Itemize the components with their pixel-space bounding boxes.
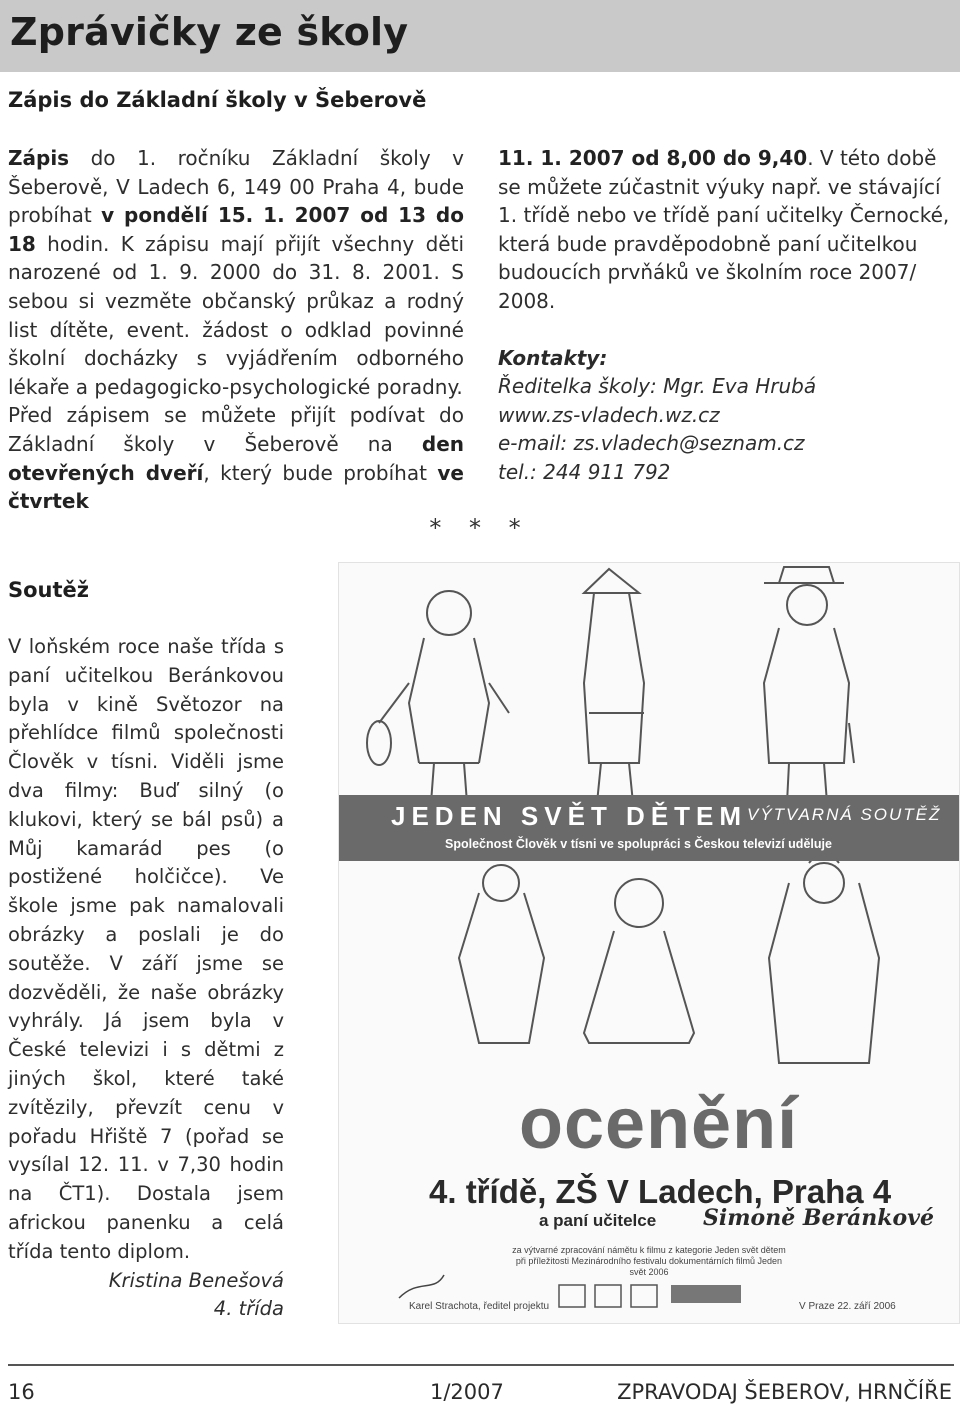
award-word: ocenění [519, 1084, 799, 1164]
award-fineprint-1: za výtvarné zpracování námětu k filmu z kategorie Jeden svět dětem [512, 1245, 786, 1255]
award-teacher-name: Simoně Beránkové [703, 1205, 934, 1231]
bold-run: den otevřených dveří [8, 431, 464, 485]
article-column-left [8, 144, 464, 516]
bold-run: v pondělí 15. 1. 2007 od 13 do 18 [8, 203, 464, 256]
author-name: Kristina Benešová [108, 1268, 284, 1292]
poster-banner [339, 795, 959, 861]
zapis-paragraph-2a [8, 401, 464, 515]
section-separator: * * * [429, 514, 531, 542]
contact-principal: Ředitelka školy: Mgr. Eva Hrubá [498, 374, 817, 399]
title-bar [0, 0, 960, 72]
award-date: V Praze 22. září 2006 [799, 1301, 896, 1312]
text-run: . V této době se můžete zúčastnit výuky např. ve stávající 1. třídě nebo ve třídě paní učitelky Černocké, která bude pravděpodobně paní učitelkou budoucích prvňáků ve školním roce 2007/ 2008. [498, 146, 950, 313]
issue-number: 1/2007 [430, 1380, 504, 1404]
contacts-heading: Kontakty: [498, 345, 608, 370]
soutez-body: V loňském roce naše třída s paní učitelkou Beránkovou byla v kině Světozor na přehlídce filmů společnosti Člověk v tísni. Viděli jsme dva filmy: Buď silný (o klukovi, který se bál psů) a Můj kamarád pes (o postižené holčičce). Ve škole jsme pak namalovali obrázky a poslali je do soutěže. V září jsme se dozvěděli, že naše obrázky vyhrály. Já jsem byla v České televizi i s dětmi z jiných škol, které také zvítězily, převzít cenu v pořadu Hřiště 7 (pořad se vysílal 12. 11. v 7,30 hodin na ČT1). Dostala jsem africkou panenku a celá třída tento diplom. [8, 635, 284, 1263]
text-run: do 1. ročníku Základní školy v Šeberově, V Ladech 6, 149 00 Praha 4, bude probíhat [8, 146, 464, 228]
award-diploma-image [338, 562, 960, 1324]
author-class: 4. třída [213, 1297, 284, 1321]
contact-phone: tel.: 244 911 792 [498, 459, 671, 484]
text-run: Před zápisem se můžete přijít podívat do Základní školy v Šeberově na [8, 403, 464, 456]
award-fineprint-2: při příležitosti Mezinárodního festivalu dokumentárních filmů Jeden svět 2006 [515, 1256, 783, 1277]
zapis-paragraph-1 [8, 144, 464, 401]
article-column-right [498, 144, 954, 487]
banner-title: JEDEN SVĚT DĚTEM [391, 801, 748, 831]
text-run: , který bude probíhat [203, 460, 438, 485]
text-run: hodin. K zápisu mají přijít všechny děti narozené od 1. 9. 2000 do 31. 8. 2001. S sebou si vezměte občanský průkaz a rodný list dítěte, event. žádost o odklad povinné školní docházky s vyjádřením odborného lékaře a pedagogicko-psychologické poradny. [8, 231, 464, 399]
article-heading-soutez: Soutěž [8, 578, 90, 602]
award-teacher-prefix: a paní učitelce [539, 1211, 657, 1230]
footer-divider [8, 1364, 954, 1366]
bold-run: ve čtvrtek [8, 460, 464, 514]
contact-email: e-mail: zs.vladech@seznam.cz [498, 431, 805, 456]
bold-run: 11. 1. 2007 od 8,00 do 9,40 [498, 146, 808, 170]
soutez-story [8, 633, 284, 1324]
page-title: Zprávičky ze školy [10, 10, 409, 54]
bold-run: Zápis [8, 146, 70, 170]
page-number: 16 [8, 1380, 35, 1404]
award-recipient: 4. třídě, ZŠ V Ladech, Praha 4 [429, 1173, 892, 1210]
article-heading-zapis: Zápis do Základní školy v Šeberově [8, 88, 427, 112]
contact-website: www.zs-vladech.wz.cz [498, 402, 720, 427]
award-signer: Karel Strachota, ředitel projektu [409, 1301, 550, 1312]
banner-subtitle: Společnost Člověk v tísni ve spolupráci s Českou televizí uděluje [445, 837, 832, 851]
publication-name: ZPRAVODAJ ŠEBEROV, HRNČÍŘE [617, 1380, 952, 1404]
banner-side-title: VÝTVARNÁ SOUTĚŽ [747, 805, 942, 824]
award-fineprint [509, 1245, 789, 1278]
zapis-paragraph-2b [498, 144, 954, 316]
